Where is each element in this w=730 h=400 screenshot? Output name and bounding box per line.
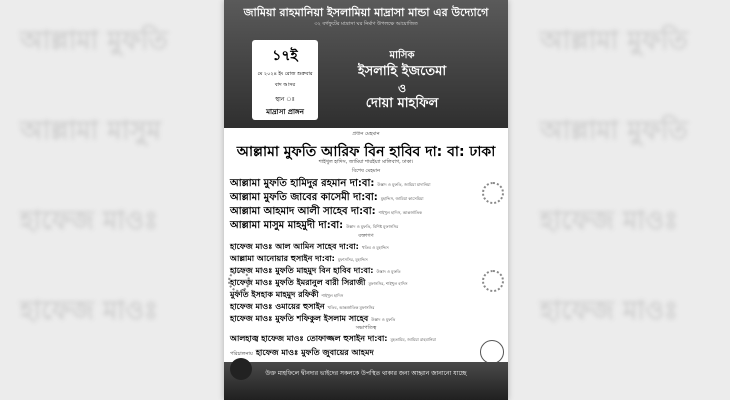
conductor-name: হাফেজ মাওঃ মুফতি জুবায়ের আহমদ [255,348,374,357]
special-guest-desc: উস্তাদ ও মুফতি, জামিয়া মাদানিয়া [377,182,431,187]
speakers-label: বক্তাগণ [358,233,374,239]
president-desc: মুহতামিম, জামিয়া রাহমানিয়া [390,337,436,342]
conductor-label: পরিচালনায় [230,351,253,357]
organizer-subtitle: ৩২ বর্গফুটের মাদ্রাসা ঘর নির্মাণ উপলক্ষে আয়োজিত [314,21,418,27]
speaker-name: হাফেজ মাওঃ মুফতি শফিকুল ইসলাম সাহেব [230,314,369,323]
title-ijtema: ইসলাহি ইজতেমা [357,64,447,79]
speaker-desc: মুফাসসির, মুহাদ্দিস [337,257,368,262]
special-guest-name: আল্লামা আহমাদ আলী সাহেব দা:বা: [230,206,376,217]
ghost-text: হাফেজ মাওঃ [540,296,678,326]
chief-guest-name: আল্লামা মুফতি আরিফ বিন হাবিব দা: বা: ঢাকা [236,144,496,160]
speaker-desc: মুফাসসির, শাইখুল হাদিস [368,281,408,286]
venue-label: স্থান ঃ [275,96,295,103]
speaker-name: হাফেজ মাওঃ মুফতি ইমরানুল বারী সিরাজী [230,278,366,287]
poster-footer [224,362,508,400]
president-name: আলহাজ্ব হাফেজ মাওঃ তোফাজ্জল হুসাইন দা:বা: [230,334,388,343]
ghost-text: হাফেজ মাওঃ [540,206,678,236]
event-poster [224,0,508,400]
ornament-icon [228,270,250,292]
date-box [252,40,318,120]
title-monthly: মাসিক [389,50,415,61]
chief-guest-label: প্রধান মেহমান [352,131,380,137]
ornament-icon [482,182,504,204]
president-row [230,333,502,346]
special-guest-name: আল্লামা মাসুম মাহমুদী দা:বা: [230,220,344,231]
speaker-desc: খতিব ও মুহাদ্দিস [361,245,389,250]
ghost-text: হাফেজ মাওঃ [20,296,158,326]
ghost-text: হাফেজ মাওঃ [20,206,158,236]
speaker-name: হাফেজ মাওঃ আল আমিন সাহেব দা:বা: [230,242,359,251]
ghost-text: আল্লামা মাসুম [20,116,161,146]
footer-text: উক্ত মাহফিলে দ্বীনদার ভাইদের সকলকে উপস্থিত থাকার জন্য আহ্বান জানানো যাচ্ছে [265,370,467,377]
speaker-desc: উস্তাদ ও মুফতি [376,269,401,274]
ghost-text: আল্লামা মুফতি [540,116,688,146]
poster-header [224,0,508,128]
ghost-text: আল্লামা মুফতি [20,26,168,56]
speaker-name: হাফেজ মাওঃ ওমায়ের হুসাইন [230,302,325,311]
speaker-desc: শাইখুল হাদিস [321,293,344,298]
ghost-text: আল্লামা মুফতি [540,26,688,56]
event-day: ১৭ই [272,48,298,64]
speaker-name: মুফতি ইসহাক মাহমুদ রফিকী [230,290,319,299]
speaker-name: হাফেজ মাওঃ মুফতি মাহমুদ বিন হাবিব দা:বা: [230,266,374,275]
special-guest-desc: মুহাদ্দিস, জামিয়া কাসেমিয়া [380,196,424,201]
special-guest-name: আল্লামা মুফতি হামিদুর রহমান দা:বা: [230,178,375,189]
event-time: বাদ আসর [274,82,296,88]
madrasa-logo [480,340,504,364]
crescent-moon-icon [230,358,252,380]
chief-guest-desc: শাইখুল হাদিস, জামিয়া শারইয়্যা মালিবাগ, ঢাকা। [318,159,414,165]
conductor-row [230,347,502,360]
event-date-line: মে ২০২৪ ইং রোজ শুক্রবার [257,71,313,77]
organizer-text: জামিয়া রাহমানিয়া ইসলামিয়া মাদ্রাসা মান্ডা এর উদ্যোগে [243,6,489,19]
presidency-label: সভাপতিত্ব [355,325,377,331]
speaker-name: আল্লামা আনোয়ার হুসাইন দা:বা: [230,254,335,263]
special-guest-desc: উস্তাদ ও মুফতি, বিশিষ্ট মুফাসসির [346,224,399,229]
ornament-icon [482,270,504,292]
speaker-desc: উস্তাদ ও মুফতি [371,317,396,322]
venue-name: মাদ্রাসা প্রাঙ্গন [266,108,304,116]
special-guest-desc: শাইখুল হাদিস, আন্তর্জাতিক [378,210,422,215]
title-and: ও [397,82,407,95]
special-guests-label: বিশেষ মেহমান [351,168,381,174]
title-mahfil: দোয়া মাহফিল [365,96,439,111]
speaker-desc: খতিব, আন্তর্জাতিক মুফাসসির [327,305,375,310]
special-guest-name: আল্লামা মুফতি জাবের কাসেমী দা:বা: [230,192,378,203]
